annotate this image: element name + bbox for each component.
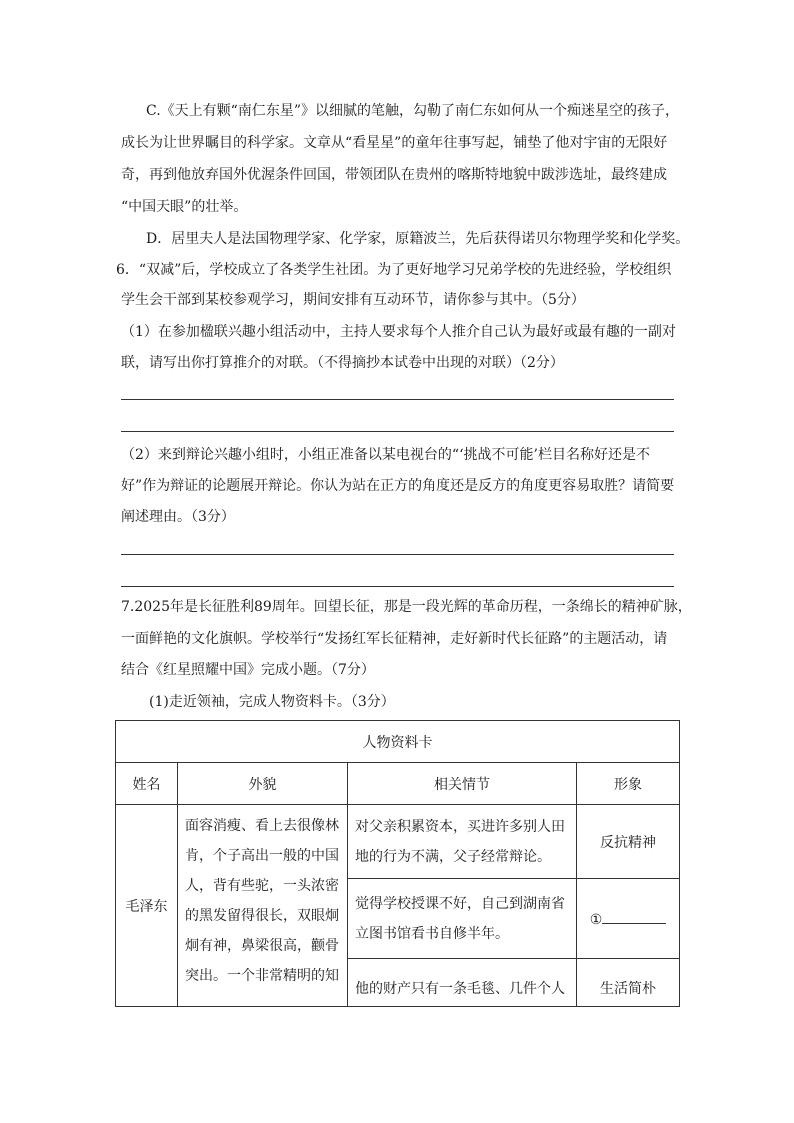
blank-marker: ① bbox=[589, 912, 603, 928]
header-name: 姓名 bbox=[116, 763, 178, 805]
header-image: 形象 bbox=[577, 763, 680, 805]
cell-name: 毛泽东 bbox=[116, 805, 178, 1007]
cell-image-1: 反抗精神 bbox=[577, 805, 680, 879]
cell-image-2[interactable] bbox=[577, 879, 680, 959]
option-c-line-1: C.《天上有颗“南仁东星”》以细腻的笔触，勾勒了南仁东如何从一个痴迷星空的孩子， bbox=[146, 103, 679, 119]
option-c-line-3: 奇，再到他放弃国外优渥条件回国，带领团队在贵州的喀斯特地貌中跋涉选址，最终建成 bbox=[121, 167, 667, 183]
q6-sub2-line-2: 好”作为辩证的论题展开辩论。你认为站在正方的角度还是反方的角度更容易取胜？请简要 bbox=[121, 478, 675, 494]
answer-blank[interactable] bbox=[602, 909, 666, 924]
plot-text-1: 对父亲积累资本，买进许多别人田地的行为不满，父子经常辩论。 bbox=[355, 818, 565, 865]
q7-line-1: 7.2025年是长征胜利89周年。回望长征，那是一段光辉的革命历程，一条绵长的精神矿脉， bbox=[121, 599, 692, 615]
q6-line-2: 学生会干部到某校参观学习，期间安排有互动环节，请你参与其中。（5分） bbox=[121, 292, 585, 308]
appearance-text: 面容消瘦、看上去很像林肯，个子高出一般的中国人，背有些驼，一头浓密的黑发留得很长，双眼炯炯有神，鼻梁很高，颧骨突出。一个非常精明的知 bbox=[185, 818, 339, 984]
q6-sub1-line-2: 联，请写出你打算推介的对联。（不得摘抄本试卷中出现的对联）（2分） bbox=[121, 355, 564, 371]
q6-sub2-answer-line-2[interactable] bbox=[121, 586, 674, 587]
card-title: 人物资料卡 bbox=[116, 721, 680, 763]
q7-line-3: 结合《红星照耀中国》完成小题。（7分） bbox=[121, 662, 375, 678]
option-c-line-4: “中国天眼”的壮举。 bbox=[121, 199, 248, 215]
option-d-line: D．居里夫人是法国物理学家、化学家，原籍波兰，先后获得诺贝尔物理学奖和化学奖。 bbox=[146, 231, 690, 247]
q6-line-1: 6．“双减”后，学校成立了各类学生社团。为了更好地学习兄弟学校的先进经验，学校组织 bbox=[116, 262, 672, 278]
plot-text-2: 觉得学校授课不好，自己到湖南省立图书馆看书自修半年。 bbox=[355, 895, 565, 942]
q6-sub2-line-1: （2）来到辩论兴趣小组时，小组正准备以某电视台的“‘挑战不可能’栏目名称好还是不 bbox=[121, 447, 650, 463]
cell-plot-2 bbox=[348, 879, 577, 959]
cell-plot-1 bbox=[348, 805, 577, 879]
header-appearance: 外貌 bbox=[178, 763, 348, 805]
character-profile-card bbox=[115, 720, 680, 1007]
option-c-line-2: 成长为让世界瞩目的科学家。文章从“看星星”的童年往事写起，铺垫了他对宇宙的无限好 bbox=[121, 135, 668, 151]
q6-sub1-answer-line-1[interactable] bbox=[121, 399, 674, 400]
q6-sub1-answer-line-2[interactable] bbox=[121, 431, 674, 432]
cell-image-3: 生活简朴 bbox=[577, 959, 680, 1007]
plot-text-3: 他的财产只有一条毛毯、几件个人 bbox=[355, 981, 565, 997]
header-plot: 相关情节 bbox=[348, 763, 577, 805]
q7-line-2: 一面鲜艳的文化旗帜。学校举行“发扬红军长征精神，走好新时代长征路”的主题活动，请 bbox=[121, 631, 668, 647]
q6-sub2-answer-line-1[interactable] bbox=[121, 554, 674, 555]
cell-plot-3 bbox=[348, 959, 577, 1007]
q7-sub1-line: (1)走近领袖，完成人物资料卡。（3分） bbox=[149, 694, 395, 710]
cell-appearance bbox=[178, 805, 348, 1007]
q6-sub1-line-1: （1）在参加楹联兴趣小组活动中，主持人要求每个人推介自己认为最好或最有趣的一副对 bbox=[121, 324, 676, 340]
q6-sub2-line-3: 阐述理由。（3分） bbox=[121, 509, 235, 525]
